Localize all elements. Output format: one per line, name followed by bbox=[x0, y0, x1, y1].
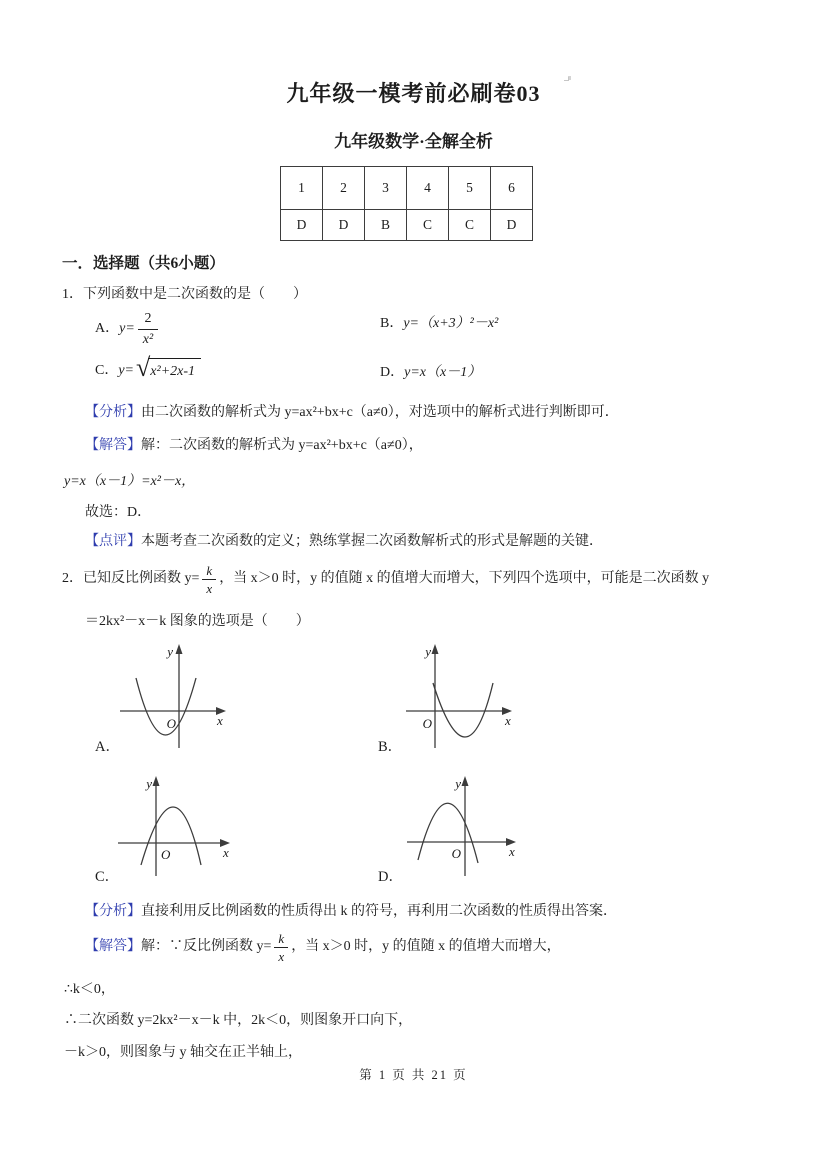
q1-option-d bbox=[380, 364, 481, 382]
q2-answer-line1 bbox=[85, 926, 561, 968]
parabola-curve bbox=[418, 803, 478, 863]
table-cell: 3 bbox=[365, 167, 407, 210]
q1-option-b bbox=[380, 315, 498, 333]
table-cell: 2 bbox=[323, 167, 365, 210]
table-cell: D bbox=[323, 210, 365, 241]
radical-sign: √ bbox=[136, 353, 151, 382]
q1-analysis bbox=[85, 404, 619, 422]
fraction-numerator: k bbox=[206, 562, 213, 578]
option-letter: B． bbox=[380, 316, 404, 331]
q2-stem-line2: ＝2kx²－x－k 图象的选项是（ ） bbox=[85, 614, 310, 629]
y-axis-label: y bbox=[455, 776, 461, 791]
q1-option-a bbox=[95, 304, 161, 354]
q2-stem-suffix: ，当 x＞0 时，y 的值随 x 的值增大而增大，下列四个选项中，可能是二次函数 y bbox=[219, 571, 710, 587]
radicand: x²+2x-1 bbox=[148, 358, 201, 381]
x-axis-label: x bbox=[509, 844, 515, 859]
table-cell: 1 bbox=[281, 167, 323, 210]
table-cell: 5 bbox=[449, 167, 491, 210]
q1-answer-line2: y=x（x－1）=x²－x， bbox=[64, 474, 196, 489]
option-formula: y= bbox=[119, 321, 135, 337]
fraction-numerator: 2 bbox=[144, 310, 152, 326]
table-cell: B bbox=[365, 210, 407, 241]
analysis-text: 由二次函数的解析式为 y=ax²+bx+c（a≠0），对选项中的解析式进行判断即可． bbox=[141, 405, 619, 420]
q2-analysis bbox=[85, 903, 617, 921]
fraction-numerator: k bbox=[278, 930, 285, 946]
x-axis-label: x bbox=[223, 845, 229, 860]
graph-d-letter: D． bbox=[378, 869, 403, 885]
fraction bbox=[202, 564, 216, 595]
y-axis-label: y bbox=[167, 644, 173, 659]
option-formula: y=x（x－1） bbox=[404, 365, 482, 380]
fraction-denominator: x bbox=[202, 579, 216, 595]
graph-a-letter: A． bbox=[95, 739, 120, 755]
table-cell: D bbox=[281, 210, 323, 241]
q2-answer-line2: ∴k＜0， bbox=[64, 982, 115, 997]
table-cell: D bbox=[491, 210, 533, 241]
q2-stem-prefix: 2．已知反比例函数 y= bbox=[62, 571, 200, 587]
q1-answer-line3: 故选：D． bbox=[85, 505, 152, 520]
q1-comment bbox=[85, 533, 603, 551]
q2-stem-line1 bbox=[62, 558, 709, 600]
option-letter: C． bbox=[95, 363, 119, 379]
answer-label: 【解答】 bbox=[85, 939, 141, 955]
analysis-label: 【分析】 bbox=[85, 405, 141, 420]
graph-option-b bbox=[393, 640, 521, 752]
option-letter: D． bbox=[380, 365, 405, 380]
table-cell: C bbox=[449, 210, 491, 241]
table-cell: 4 bbox=[407, 167, 449, 210]
x-axis-label: x bbox=[217, 713, 223, 728]
stray-mark bbox=[563, 76, 568, 80]
answer-key-table bbox=[280, 166, 533, 241]
table-cell: C bbox=[407, 210, 449, 241]
graph-option-a bbox=[113, 640, 238, 752]
page-subtitle: 九年级数学·全解全析 bbox=[334, 132, 493, 151]
graph-b-letter: B． bbox=[378, 739, 403, 755]
fraction-denominator: x bbox=[274, 947, 288, 963]
q1-option-c bbox=[95, 351, 201, 391]
q2-answer-line3: ∴二次函数 y=2kx²－x－k 中，2k＜0，则图象开口向下， bbox=[64, 1013, 413, 1028]
y-axis-label: y bbox=[425, 644, 431, 659]
origin-label: O bbox=[166, 716, 176, 731]
y-axis-label: y bbox=[146, 776, 152, 791]
page-number-footer: 第 1 页 共 21 页 bbox=[359, 1068, 468, 1082]
analysis-label: 【分析】 bbox=[85, 904, 141, 919]
y-axis-arrow-icon bbox=[462, 776, 469, 786]
y-axis-arrow-icon bbox=[432, 644, 439, 654]
comment-label: 【点评】 bbox=[85, 534, 141, 549]
fraction bbox=[138, 312, 158, 347]
answer-text-prefix: 解：∵反比例函数 y= bbox=[141, 939, 272, 955]
table-row bbox=[281, 167, 533, 210]
origin-label: O bbox=[161, 847, 171, 862]
answer-text: 解：二次函数的解析式为 y=ax²+bx+c（a≠0）， bbox=[141, 438, 423, 453]
square-root bbox=[136, 353, 201, 384]
q2-answer-line4: －k＞0，则图象与 y 轴交在正半轴上， bbox=[64, 1045, 302, 1060]
y-axis-arrow-icon bbox=[176, 644, 183, 654]
option-formula: y= bbox=[118, 363, 135, 379]
graph-option-d bbox=[398, 772, 520, 882]
section-heading: 一．选择题（共6小题） bbox=[62, 255, 225, 272]
x-axis-label: x bbox=[505, 713, 511, 728]
parabola-curve bbox=[141, 807, 201, 865]
y-axis-arrow-icon bbox=[153, 776, 160, 786]
analysis-text: 直接利用反比例函数的性质得出 k 的符号，再利用二次函数的性质得出答案． bbox=[141, 904, 617, 919]
answer-label: 【解答】 bbox=[85, 438, 141, 453]
fraction-denominator: x² bbox=[138, 329, 158, 347]
graph-option-c bbox=[116, 772, 234, 882]
comment-text: 本题考查二次函数的定义；熟练掌握二次函数解析式的形式是解题的关键． bbox=[141, 534, 603, 549]
origin-label: O bbox=[422, 716, 432, 731]
page-title: 九年级一模考前必刷卷03 bbox=[286, 81, 541, 106]
q1-answer-line1 bbox=[85, 437, 423, 455]
fraction bbox=[274, 932, 288, 963]
table-row bbox=[281, 210, 533, 241]
option-formula: y=（x+3）²－x² bbox=[403, 316, 499, 331]
q1-stem: 1．下列函数中是二次函数的是（ ） bbox=[62, 287, 307, 302]
answer-text-suffix: ，当 x＞0 时，y 的值随 x 的值增大而增大， bbox=[291, 939, 561, 955]
parabola-curve bbox=[433, 683, 493, 737]
origin-label: O bbox=[451, 846, 461, 861]
table-cell: 6 bbox=[491, 167, 533, 210]
option-letter: A． bbox=[95, 321, 120, 337]
graph-c-letter: C． bbox=[95, 869, 120, 885]
